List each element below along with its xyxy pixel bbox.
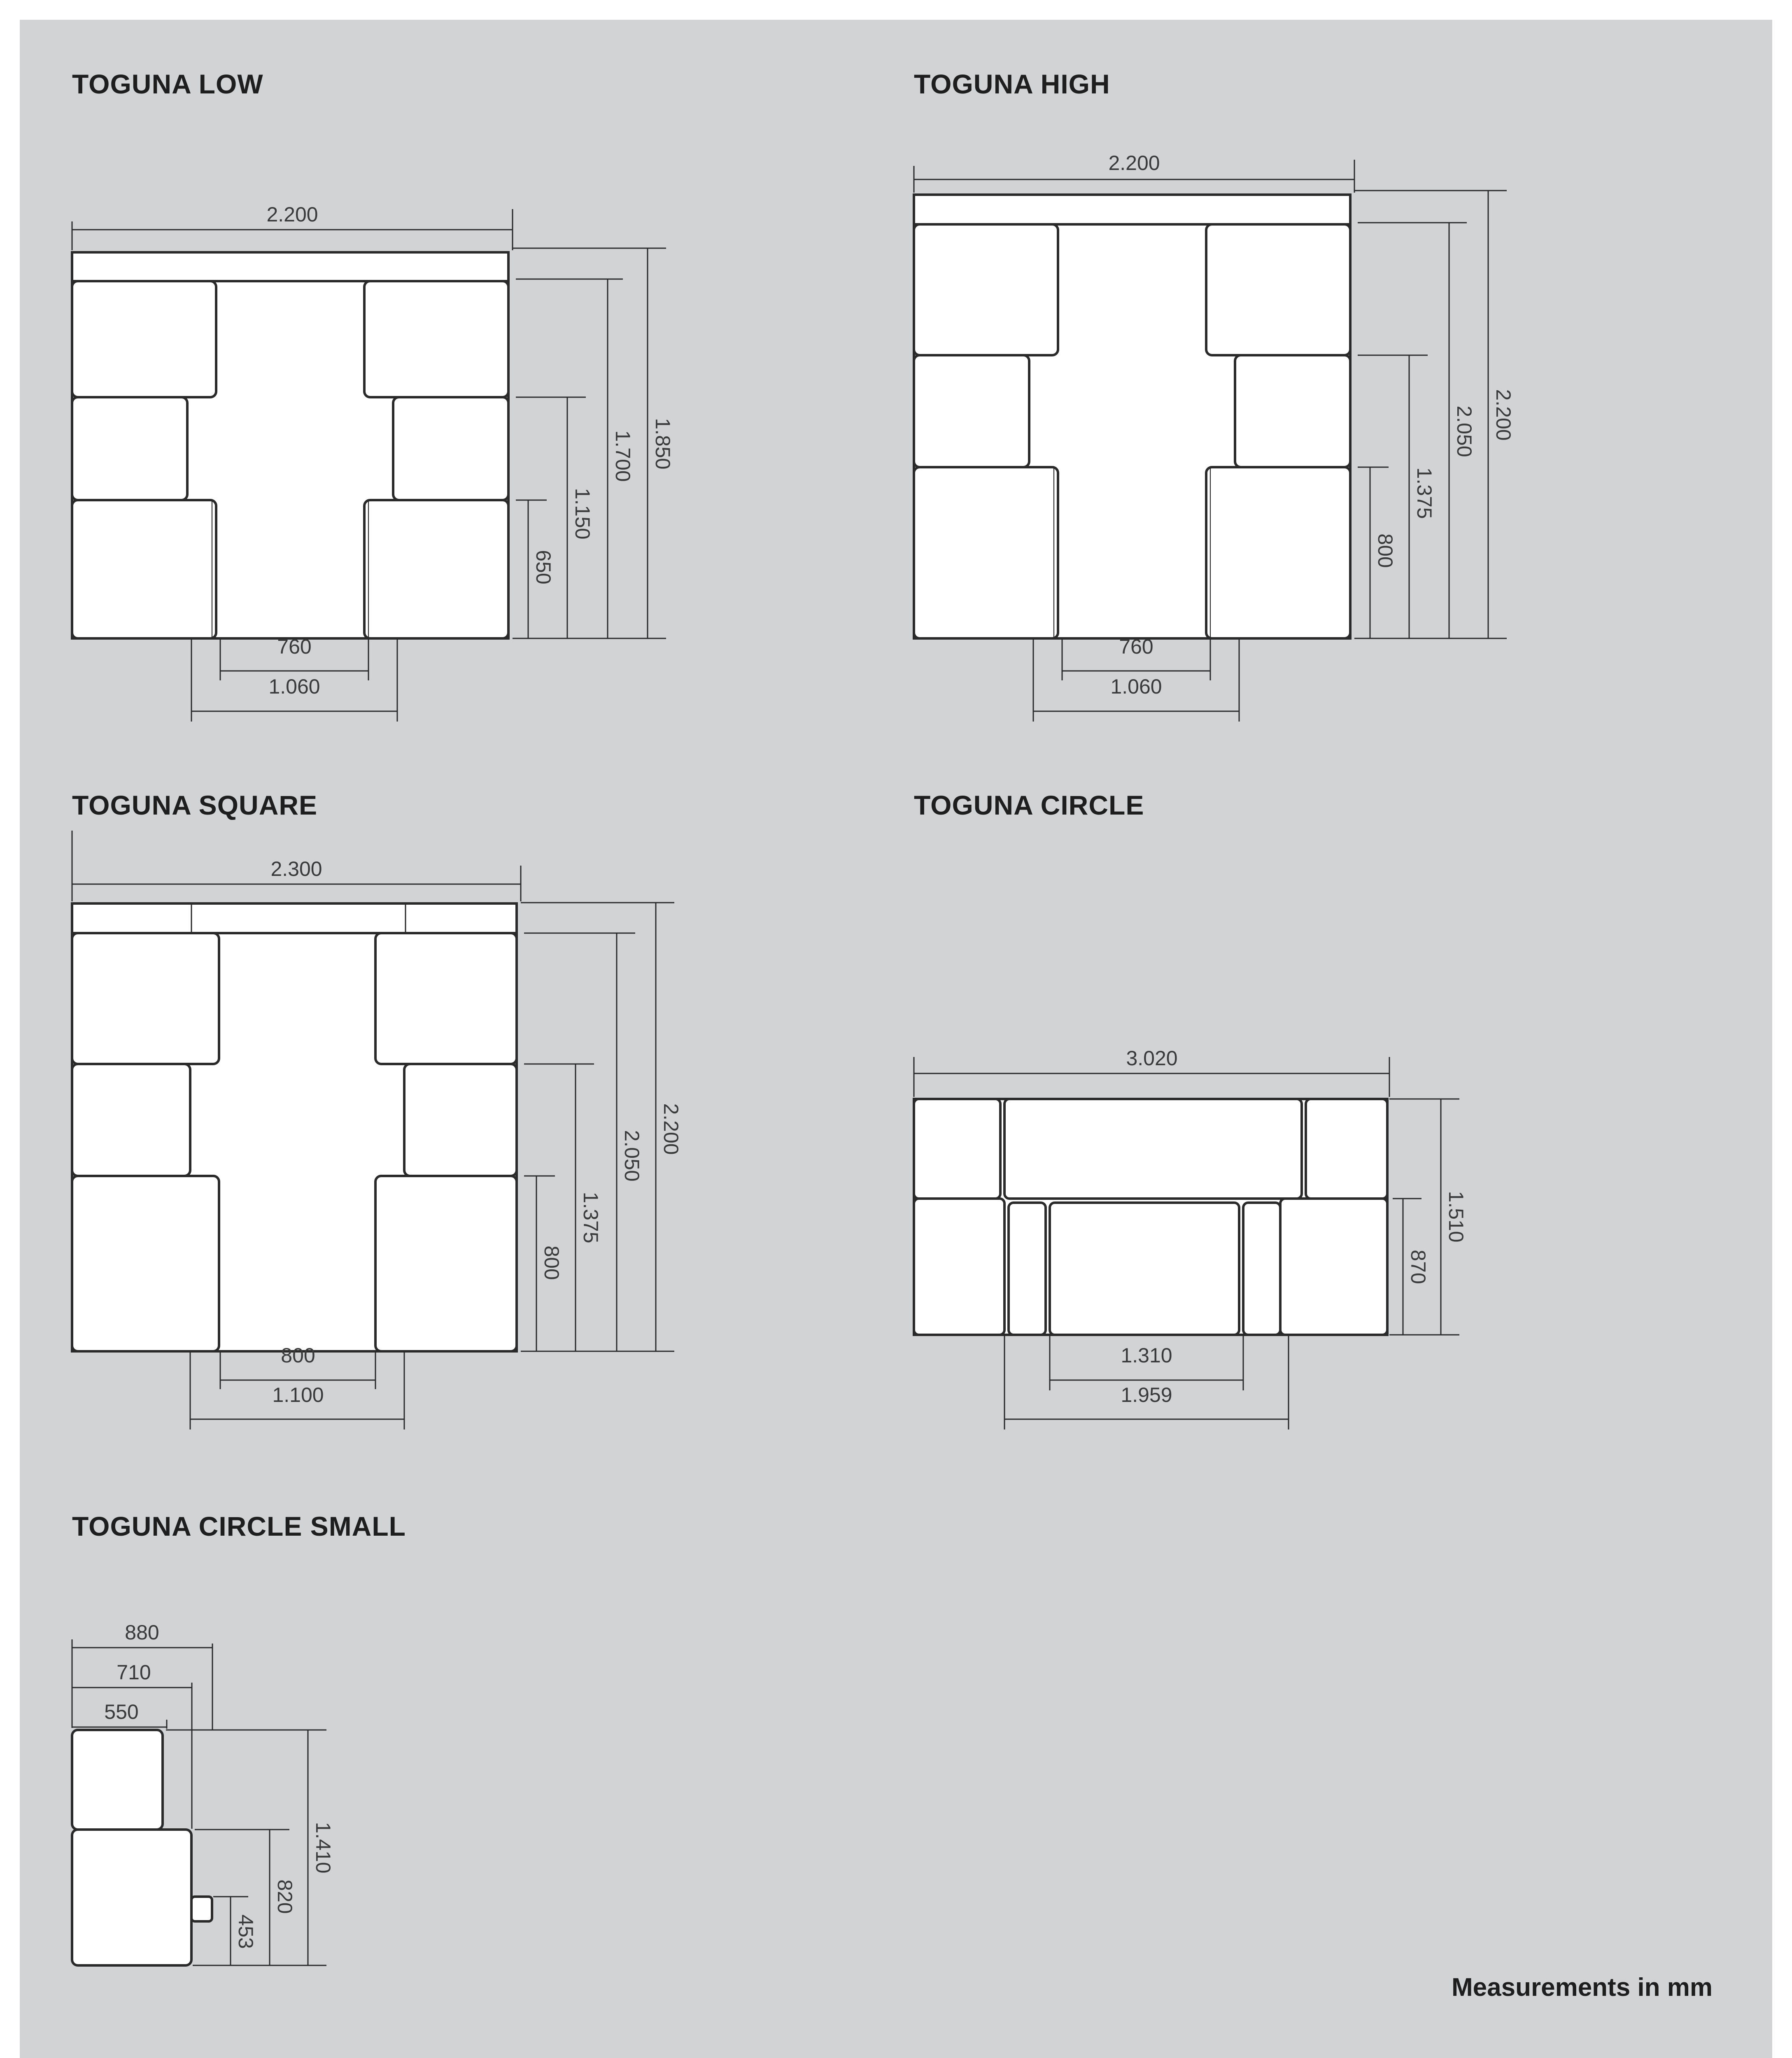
drawing-toguna-high bbox=[914, 151, 1515, 722]
title-toguna-high: TOGUNA HIGH bbox=[914, 69, 1110, 99]
dim-height-total: 2.200 bbox=[1492, 389, 1515, 441]
backrest-center bbox=[1004, 1099, 1302, 1199]
center-opening bbox=[204, 283, 377, 637]
dim-height-total: 2.200 bbox=[659, 1103, 683, 1155]
cushion-middle-right bbox=[393, 397, 508, 500]
dim-height-total: 1.510 bbox=[1445, 1191, 1468, 1243]
cushion-middle-left bbox=[72, 1064, 190, 1176]
cushion-lower-left bbox=[914, 467, 1058, 638]
cushion-lower-right bbox=[364, 500, 508, 638]
roof-panel bbox=[72, 252, 508, 281]
cushion-upper-right bbox=[1306, 1099, 1387, 1199]
cushion-lower-right bbox=[1280, 1199, 1387, 1335]
title-toguna-circle-small: TOGUNA CIRCLE SMALL bbox=[72, 1511, 406, 1541]
dim-width-total: 2.300 bbox=[270, 857, 322, 880]
dim-height-body: 1.700 bbox=[611, 430, 634, 482]
drawing-toguna-square bbox=[72, 831, 683, 1429]
cushion-lower-left bbox=[72, 500, 216, 638]
cushion-lower-right bbox=[1206, 467, 1350, 638]
dim-height-total: 1.850 bbox=[651, 418, 674, 470]
title-toguna-circle: TOGUNA CIRCLE bbox=[914, 790, 1144, 820]
dim-height-foot: 453 bbox=[234, 1914, 257, 1949]
technical-drawings bbox=[20, 20, 1772, 2058]
table-center bbox=[1050, 1203, 1239, 1335]
drawing-toguna-low bbox=[72, 203, 674, 722]
cushion-middle-left bbox=[914, 355, 1029, 467]
dim-height-seat: 870 bbox=[1407, 1250, 1430, 1284]
dim-height-body: 2.050 bbox=[620, 1130, 643, 1182]
seat-edge-right bbox=[1243, 1203, 1280, 1335]
dim-width-backrest: 550 bbox=[104, 1700, 139, 1723]
dim-width-seat: 710 bbox=[117, 1661, 151, 1684]
dim-height-body: 2.050 bbox=[1453, 405, 1476, 457]
cushion-lower-left bbox=[914, 1199, 1004, 1335]
dim-width-entry: 1.060 bbox=[1110, 675, 1162, 698]
cushion-lower-left bbox=[72, 1176, 219, 1351]
cushion-upper-right bbox=[364, 281, 508, 397]
cushion-upper-left bbox=[72, 281, 216, 397]
dim-height-seat: 650 bbox=[532, 550, 555, 584]
drawing-toguna-circle bbox=[914, 1047, 1468, 1429]
cushion-upper-right bbox=[375, 933, 517, 1064]
dim-width-entry: 1.100 bbox=[272, 1383, 324, 1406]
dim-height-seat: 800 bbox=[1374, 533, 1397, 568]
dim-height-seat: 800 bbox=[540, 1246, 563, 1280]
cushion-upper-left bbox=[72, 933, 219, 1064]
drawing-sheet bbox=[20, 20, 1772, 2058]
dim-height-total: 1.410 bbox=[312, 1822, 335, 1874]
dim-width-entry: 1.959 bbox=[1121, 1383, 1172, 1406]
dim-height-backrest: 1.375 bbox=[579, 1192, 602, 1243]
cushion-upper-left bbox=[914, 224, 1058, 355]
cushion-middle-left bbox=[72, 397, 187, 500]
cushion-lower-right bbox=[375, 1176, 517, 1351]
cushion-middle-right bbox=[404, 1064, 517, 1176]
dim-width-total: 2.200 bbox=[1108, 151, 1160, 175]
seat-edge-left bbox=[1009, 1203, 1046, 1335]
dim-height-backrest: 1.375 bbox=[1413, 467, 1436, 519]
cushion-seat bbox=[72, 1830, 191, 1965]
cushion-upper-left bbox=[914, 1099, 1000, 1199]
roof-panel bbox=[914, 195, 1350, 224]
cushion-middle-right bbox=[1235, 355, 1350, 467]
dim-height-seat: 820 bbox=[273, 1879, 296, 1914]
dim-width-total: 880 bbox=[125, 1621, 159, 1644]
dim-width-inner: 760 bbox=[277, 635, 312, 658]
cushion-backrest bbox=[72, 1730, 163, 1830]
dim-width-inner: 800 bbox=[281, 1344, 315, 1367]
seat-foot bbox=[191, 1897, 212, 1921]
roof-panel bbox=[72, 903, 517, 933]
dim-width-total: 3.020 bbox=[1126, 1047, 1178, 1070]
dim-width-entry: 1.060 bbox=[268, 675, 320, 698]
dim-width-inner: 1.310 bbox=[1121, 1344, 1172, 1367]
dim-width-inner: 760 bbox=[1119, 635, 1153, 658]
title-toguna-square: TOGUNA SQUARE bbox=[72, 790, 318, 820]
cushion-upper-right bbox=[1206, 224, 1350, 355]
drawing-toguna-circle-small bbox=[72, 1621, 335, 1965]
dim-height-backrest: 1.150 bbox=[571, 488, 594, 540]
measurement-unit-note: Measurements in mm bbox=[1452, 1973, 1713, 2002]
title-toguna-low: TOGUNA LOW bbox=[72, 69, 263, 99]
dim-width-total: 2.200 bbox=[266, 203, 318, 226]
